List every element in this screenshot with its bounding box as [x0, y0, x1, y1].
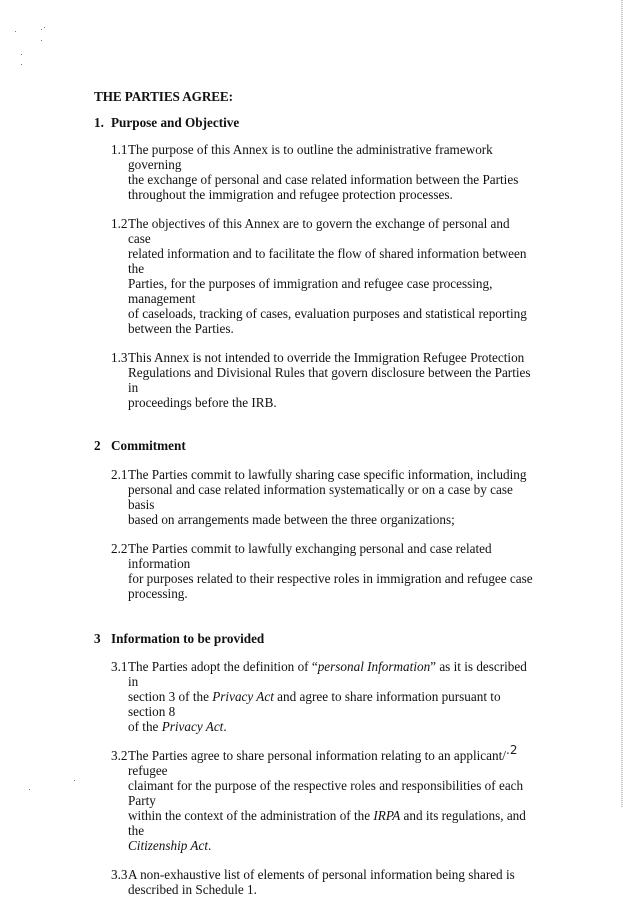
- section-title: Purpose and Objective: [111, 115, 240, 130]
- clause-3-1: [94, 659, 534, 734]
- clause-number: 2.2: [111, 541, 128, 556]
- clause-number: 2.1: [111, 467, 128, 482]
- page-number: .2: [506, 743, 518, 757]
- clause-line: The Parties commit to lawfully sharing case specific information, including: [128, 467, 527, 482]
- clause-line: described in Schedule 1.: [128, 882, 257, 897]
- scan-speck: [44, 27, 45, 28]
- clause-2-1: [94, 467, 534, 527]
- clause-line: of caseloads, tracking of cases, evaluation purposes and statistical reporting: [128, 306, 527, 321]
- act-reference: Privacy Act: [161, 719, 224, 734]
- clause-line: [128, 838, 534, 853]
- clause-number: 1.3: [111, 350, 128, 365]
- clause-line: [128, 808, 534, 838]
- text-run: within the context of the administration of the: [128, 808, 374, 823]
- clause-line: Regulations and Divisional Rules that govern disclosure between the Parties in: [128, 365, 531, 395]
- text-run: The Parties adopt the definition of “: [128, 659, 318, 674]
- act-reference: Privacy Act: [212, 689, 274, 704]
- clause-line: The objectives of this Annex are to govern the exchange of personal and case: [128, 216, 510, 246]
- defined-term: personal Information: [317, 659, 431, 674]
- text-run: .: [207, 838, 212, 853]
- clause-line: The purpose of this Annex is to outline the administrative framework governing: [128, 142, 493, 172]
- clause-1-1: [94, 142, 534, 202]
- act-reference: IRPA: [373, 808, 401, 823]
- clause-line: This Annex is not intended to override the Immigration Refugee Protection: [128, 350, 525, 365]
- scan-speck: [15, 31, 16, 32]
- clause-line: [128, 689, 534, 719]
- clause-line: A non-exhaustive list of elements of personal information being shared is: [128, 867, 515, 882]
- text-run: and agree to share information pursuant to section 8: [128, 689, 501, 719]
- section-number: 3: [94, 631, 101, 646]
- scan-speck: [29, 789, 30, 790]
- clause-number: 3.2: [111, 748, 128, 763]
- scan-speck: [74, 780, 75, 781]
- section-purpose-and-objective: [94, 115, 534, 410]
- scan-speck: [41, 29, 42, 30]
- clause-number: 1.1: [111, 142, 128, 157]
- clause-line: The Parties commit to lawfully exchanging personal and case related information: [128, 541, 492, 571]
- clause-line: related information and to facilitate the flow of shared information between the: [128, 246, 527, 276]
- clause-2-2: [94, 541, 534, 601]
- section-information-to-be-provided: [94, 631, 534, 897]
- text-run: of the: [128, 719, 162, 734]
- clause-line: [128, 719, 534, 734]
- text-run: section 3 of the: [128, 689, 213, 704]
- clause-line: The Parties agree to share personal information relating to an applicant/ refugee: [128, 748, 506, 778]
- text-run: and its regulations, and the: [128, 808, 526, 838]
- section-number: 2: [94, 438, 101, 453]
- clause-line: for purposes related to their respective roles in immigration and refugee case: [128, 571, 533, 586]
- text-run: ” as it is described in: [128, 659, 527, 689]
- clause-line: [128, 659, 534, 689]
- scan-speck: [41, 40, 42, 41]
- document-body: [94, 89, 534, 897]
- clause-line: claimant for the purpose of the respective roles and responsibilities of each Party: [128, 778, 524, 808]
- document-title: THE PARTIES AGREE:: [94, 89, 233, 104]
- clause-line: the exchange of personal and case related information between the Parties: [128, 172, 519, 187]
- section-number: 1.: [94, 115, 104, 130]
- clause-line: Parties, for the purposes of immigration and refugee case processing, management: [128, 276, 493, 306]
- scan-speck: [21, 64, 22, 65]
- clause-3-2: [94, 748, 534, 853]
- clause-number: 1.2: [111, 216, 128, 231]
- clause-line: between the Parties.: [128, 321, 234, 336]
- section-heading: [94, 438, 534, 453]
- clause-line: processing.: [128, 586, 188, 601]
- clause-1-2: [94, 216, 534, 336]
- text-run: .: [223, 719, 227, 734]
- clause-line: throughout the immigration and refugee protection processes.: [128, 187, 453, 202]
- clause-line: proceedings before the IRB.: [128, 395, 277, 410]
- section-heading: [94, 631, 534, 646]
- clause-line: personal and case related information systematically or on a case by case basis: [128, 482, 513, 512]
- section-title: Commitment: [111, 438, 186, 453]
- section-commitment: [94, 438, 534, 601]
- act-reference: Citizenship Act: [128, 838, 208, 853]
- clause-number: 3.1: [111, 659, 128, 674]
- section-heading: [94, 115, 534, 130]
- clause-1-3: [94, 350, 534, 410]
- clause-number: 3.3: [111, 867, 128, 882]
- clause-line: based on arrangements made between the three organizations;: [128, 512, 455, 527]
- scan-speck: [21, 54, 22, 55]
- clause-3-3: [94, 867, 534, 897]
- section-title: Information to be provided: [111, 631, 265, 646]
